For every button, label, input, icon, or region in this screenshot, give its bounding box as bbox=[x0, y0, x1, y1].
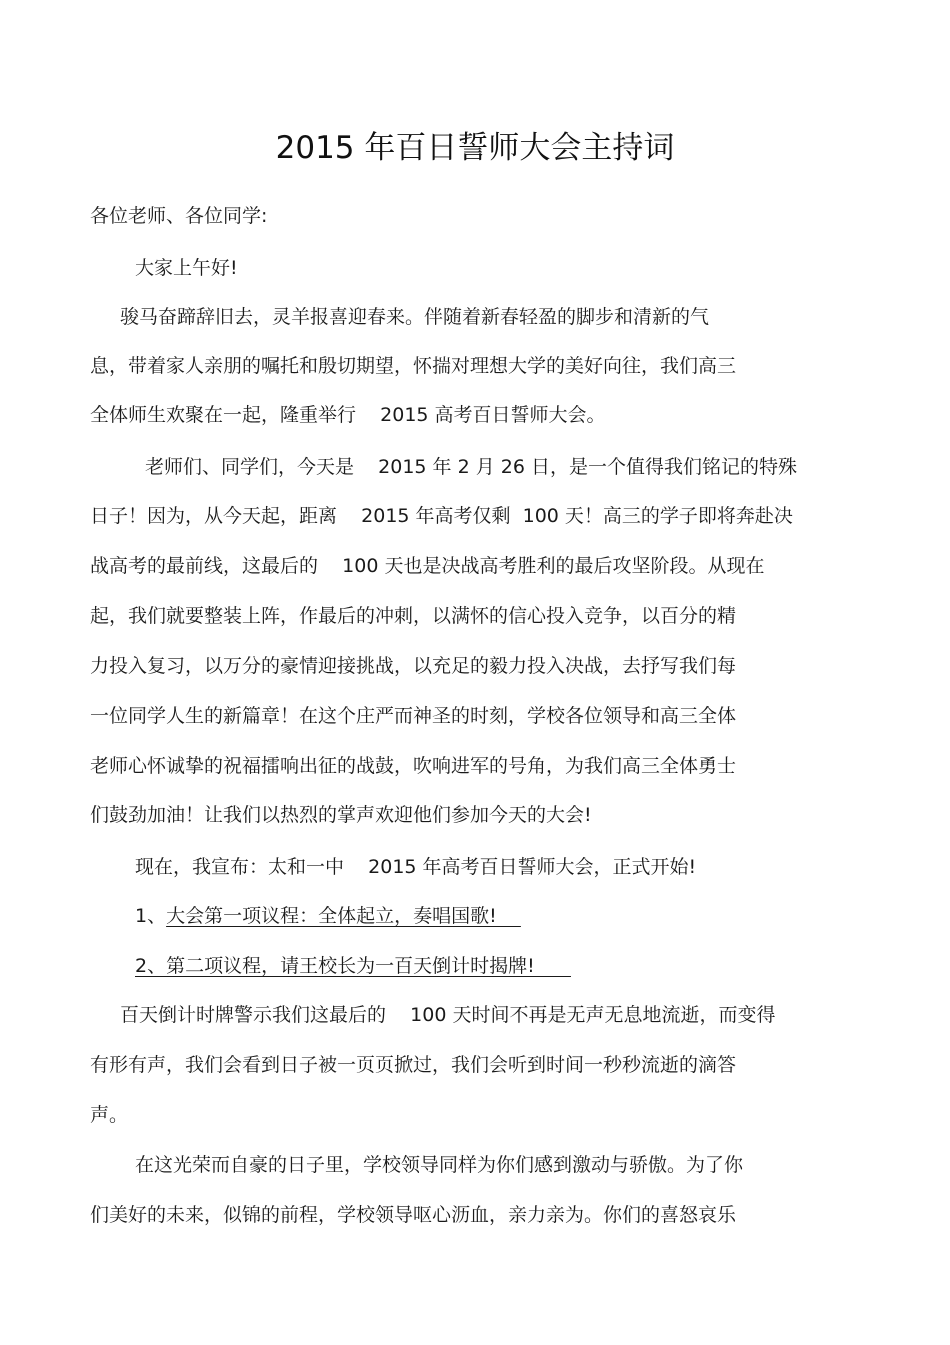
paragraph-line: 息，带着家人亲朋的嘱托和殷切期望，怀揣对理想大学的美好向往，我们高三 bbox=[90, 355, 737, 377]
paragraph-line: 在这光荣而自豪的日子里，学校领导同样为你们感到激动与骄傲。为了你 bbox=[135, 1154, 744, 1176]
announcement: 现在，我宣布：太和一中 2015 年高考百日誓师大会，正式开始! bbox=[135, 856, 697, 878]
paragraph-line: 百天倒计时牌警示我们这最后的 100 天时间不再是无声无息地流逝，而变得 bbox=[120, 1004, 776, 1026]
agenda-item-1 bbox=[135, 903, 521, 929]
paragraph-line: 老师们、同学们，今天是 2015 年 2 月 26 日，是一个值得我们铭记的特殊 bbox=[145, 456, 797, 478]
paragraph-line: 一位同学人生的新篇章！在这个庄严而神圣的时刻，学校各位领导和高三全体 bbox=[90, 705, 737, 727]
paragraph-line: 力投入复习，以万分的豪情迎接挑战，以充足的毅力投入决战，去抒写我们每 bbox=[90, 655, 737, 677]
paragraph-line: 声。 bbox=[90, 1104, 129, 1126]
paragraph-line: 骏马奋蹄辞旧去，灵羊报喜迎春来。伴随着新春轻盈的脚步和清新的气 bbox=[120, 306, 710, 328]
paragraph-line: 全体师生欢聚在一起，隆重举行 2015 高考百日誓师大会。 bbox=[90, 404, 606, 426]
document-title: 2015 年百日誓师大会主持词 bbox=[275, 130, 675, 166]
paragraph-line: 们美好的未来，似锦的前程，学校领导呕心沥血，亲力亲为。你们的喜怒哀乐 bbox=[90, 1204, 737, 1226]
agenda-item-text: 大会第一项议程：全体起立，奏唱国歌! bbox=[166, 905, 521, 927]
paragraph-line: 老师心怀诚挚的祝福擂响出征的战鼓，吹响进军的号角，为我们高三全体勇士 bbox=[90, 755, 737, 777]
paragraph-line: 起，我们就要整装上阵，作最后的冲刺，以满怀的信心投入竞争，以百分的精 bbox=[90, 605, 737, 627]
paragraph-line: 日子！因为，从今天起，距离 2015 年高考仅剩 100 天！高三的学子即将奔赴决 bbox=[90, 505, 793, 527]
greeting: 大家上午好! bbox=[135, 257, 238, 279]
agenda-item-number: 1、 bbox=[135, 905, 167, 927]
salutation: 各位老师、各位同学: bbox=[90, 205, 268, 227]
paragraph-line: 们鼓劲加油！让我们以热烈的掌声欢迎他们参加今天的大会! bbox=[90, 804, 592, 826]
paragraph-line: 战高考的最前线，这最后的 100 天也是决战高考胜利的最后攻坚阶段。从现在 bbox=[90, 555, 765, 577]
paragraph-line: 有形有声，我们会看到日子被一页页掀过，我们会听到时间一秒秒流逝的滴答 bbox=[90, 1054, 737, 1076]
agenda-item-2: 2、第二项议程，请王校长为一百天倒计时揭牌! bbox=[135, 955, 571, 977]
